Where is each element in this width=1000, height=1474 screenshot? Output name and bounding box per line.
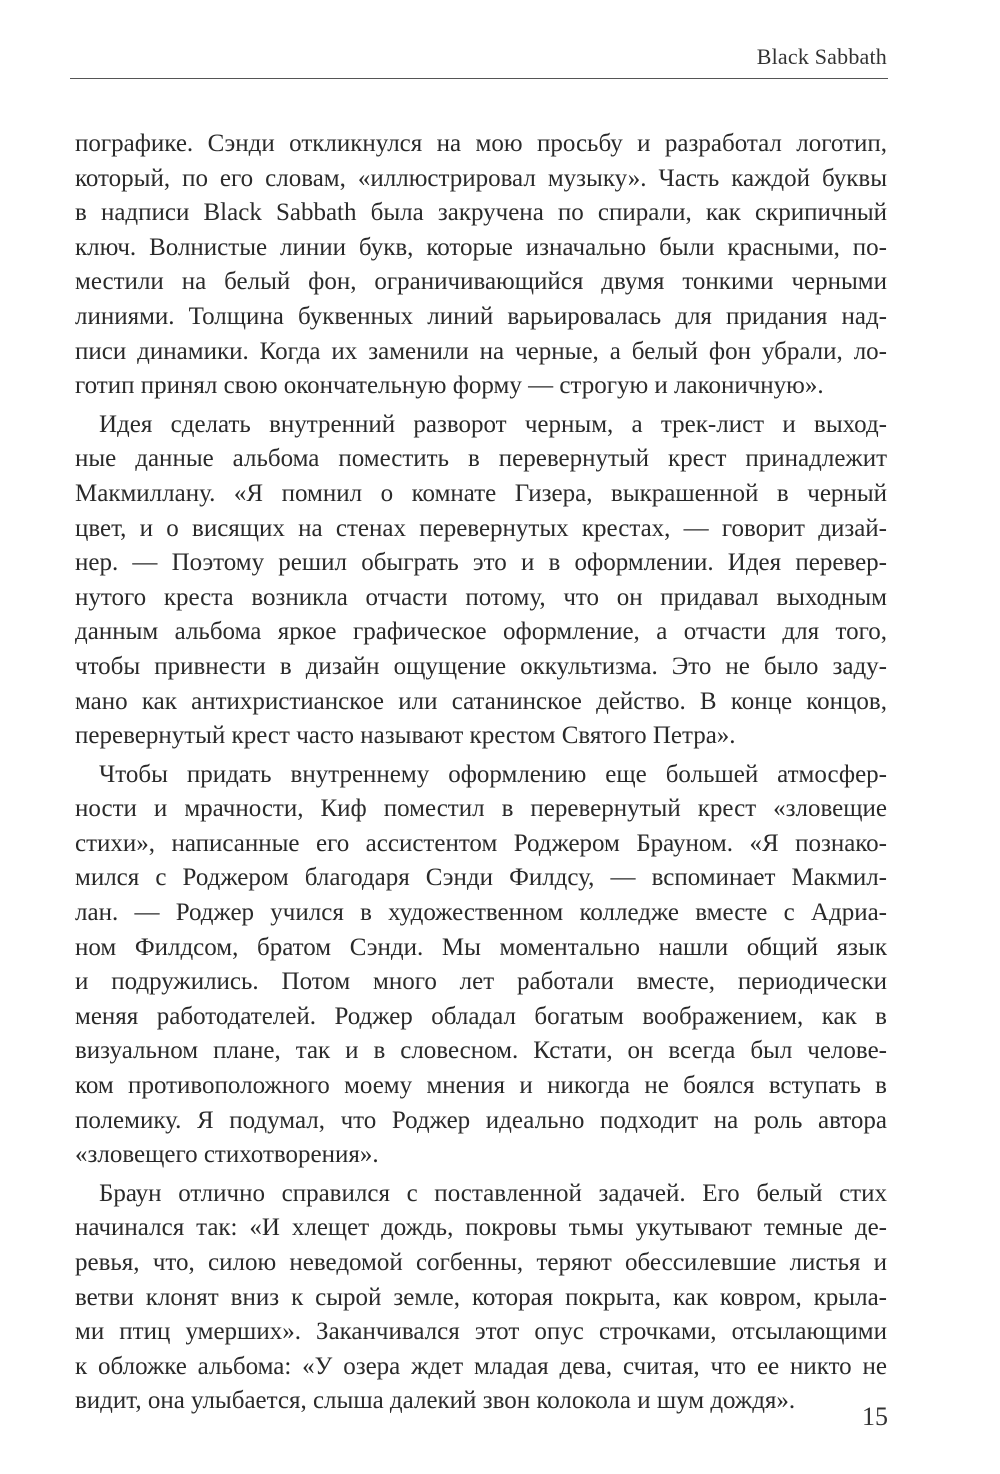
text-line: цвет, и о висящих на стенах перевернутых крестах, — говорит дизай-	[75, 514, 887, 542]
text-line: Чтобы придать внутреннему оформлению еще большей атмосфер-	[99, 760, 887, 788]
text-line: Макмиллану. «Я помнил о комнате Гизера, выкрашенной в черный	[75, 479, 887, 507]
text-line: мился с Роджером благодаря Сэнди Филдсу, — вспоминает Макмил-	[75, 864, 887, 892]
text-line: стихи», написанные его ассистентом Роджером Брауном. «Я познако-	[75, 829, 887, 857]
text-line: чтобы привнести в дизайн ощущение оккультизма. Это не было заду-	[75, 652, 887, 680]
text-line: к обложке альбома: «У озера ждет младая дева, считая, что ее никто не	[75, 1352, 887, 1380]
header-rule	[70, 78, 888, 79]
text-line: перевернутый крест часто называют крестом Святого Петра».	[75, 722, 736, 750]
text-line: писи динамики. Когда их заменили на черные, а белый фон убрали, ло-	[75, 337, 887, 365]
text-line: полемику. Я подумал, что Роджер идеально подходит на роль автора	[75, 1106, 887, 1134]
text-line: Браун отлично справился с поставленной задачей. Его белый стих	[99, 1179, 887, 1207]
text-line: готип принял свою окончательную форму — строгую и лаконичную».	[75, 372, 824, 400]
text-line: ком противоположного моему мнения и никогда не боялся вступать в	[75, 1072, 887, 1100]
text-line: ключ. Волнистые линии букв, которые изначально были красными, по-	[75, 233, 887, 261]
text-line: ные данные альбома поместить в перевернутый крест принадлежит	[75, 445, 887, 473]
body-text	[75, 127, 887, 1423]
text-line: лан. — Роджер учился в художественном колледже вместе с Адриа-	[75, 899, 887, 927]
page-number: 15	[862, 1402, 888, 1431]
text-line: Идея сделать внутренний разворот черным, а трек-лист и выход-	[99, 410, 887, 438]
text-line: нутого креста возникла отчасти потому, что он придавал выходным	[75, 583, 887, 611]
text-line: ности и мрачности, Киф поместил в перевернутый крест «зловещие	[75, 795, 887, 823]
text-line: линиями. Толщина буквенных линий варьировалась для придания над-	[75, 302, 887, 330]
paragraph	[75, 1177, 887, 1419]
text-line: и подружились. Потом много лет работали вместе, периодически	[75, 968, 887, 996]
text-line: «зловещего стихотворения».	[75, 1141, 379, 1169]
text-line: меняя работодателей. Роджер обладал богатым воображением, как в	[75, 1002, 887, 1030]
text-line: пографике. Сэнди откликнулся на мою просьбу и разработал логотип,	[75, 130, 887, 157]
paragraph	[75, 408, 887, 754]
text-line: ми птиц умерших». Заканчивался этот опус строчками, отсылающими	[75, 1318, 887, 1346]
text-line: местили на белый фон, ограничивающийся двумя тонкими черными	[75, 268, 887, 296]
text-line: ном Филдсом, братом Сэнди. Мы моментально нашли общий язык	[75, 933, 887, 961]
running-head-title: Black Sabbath	[756, 44, 887, 69]
text-line: в надписи Black Sabbath была закручена по спирали, как скрипичный	[75, 199, 887, 227]
text-line: мано как антихристианское или сатанинское действо. В конце концов,	[75, 687, 887, 715]
paragraph	[75, 127, 887, 404]
text-line: который, по его словам, «иллюстрировал музыку». Часть каждой буквы	[75, 164, 887, 192]
text-line: ревья, что, силою неведомой согбенны, теряют обессилевшие листья и	[75, 1249, 887, 1276]
text-line: ветви клонят вниз к сырой земле, которая покрыта, как ковром, крыла-	[75, 1283, 887, 1311]
text-line: данным альбома яркое графическое оформление, а отчасти для того,	[75, 618, 887, 646]
paragraph	[75, 758, 887, 1173]
text-line: визуальном плане, так и в словесном. Кстати, он всегда был челове-	[75, 1037, 887, 1065]
text-line: нер. — Поэтому решил обыграть это и в оформлении. Идея перевер-	[75, 549, 887, 577]
text-line: видит, она улыбается, слыша далекий звон колокола и шум дождя».	[75, 1387, 796, 1415]
text-line: начинался так: «И хлещет дождь, покровы тьмы укутывают темные де-	[75, 1214, 887, 1242]
